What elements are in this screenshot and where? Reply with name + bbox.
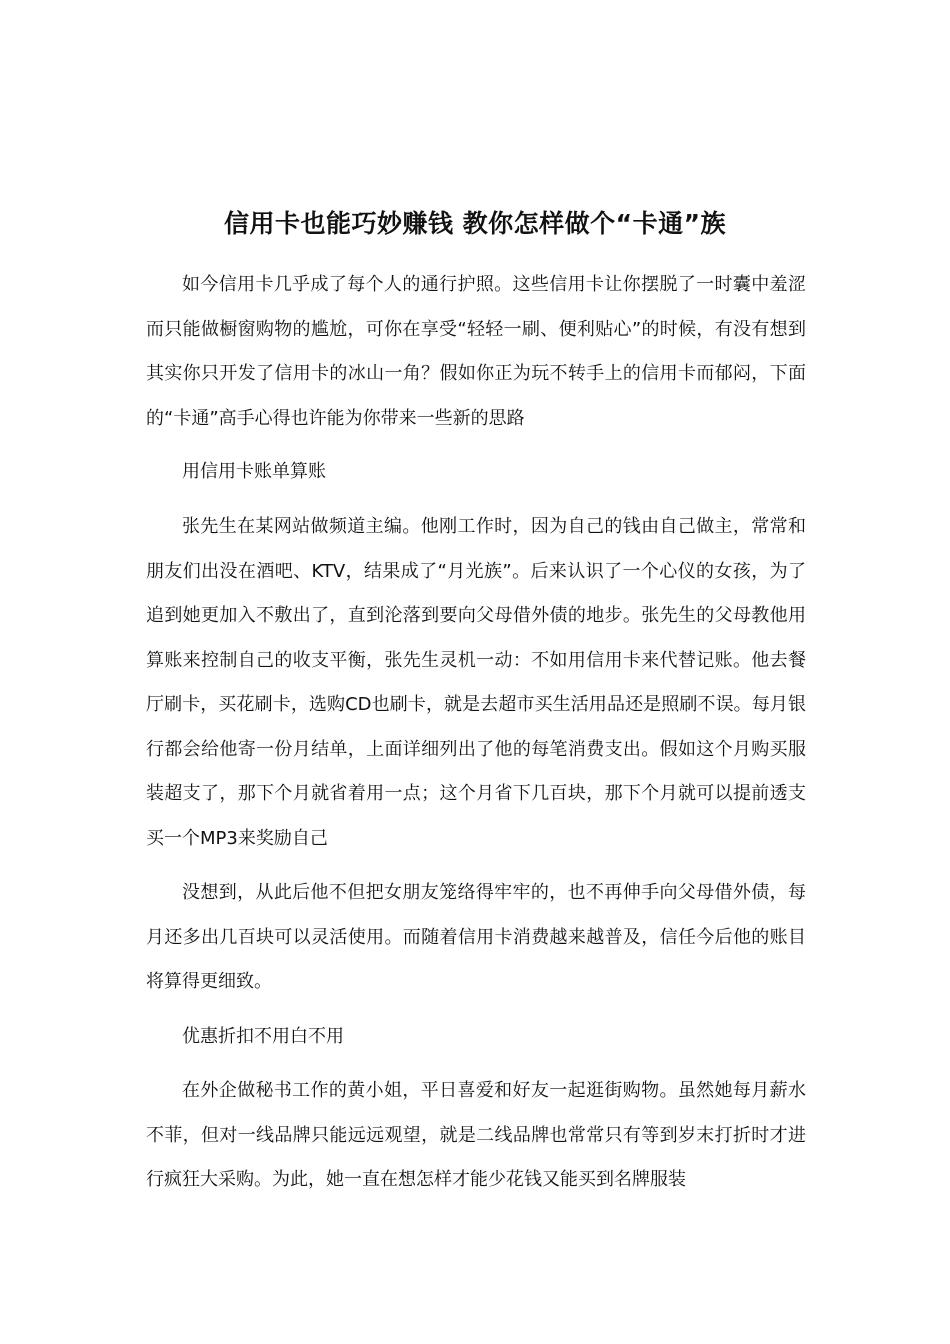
article-title: 信用卡也能巧妙赚钱 教你怎样做个“卡通”族 <box>223 209 727 238</box>
paragraph-zhang-story: 张先生在某网站做频道主编。他刚工作时，因为自己的钱由自己做主，常常和朋友们出没在酒吧、KTV，结果成了“月光族”。后来认识了一个心仪的女孩，为了追到她更加入不敷出了，直到沦落到要向父母借外债的地步。张先生的父母教他用算账来控制自己的收支平衡，张先生灵机一动：不如用信用卡来代替记账。他去餐厅刷卡，买花刷卡，选购CD也刷卡，就是去超市买生活用品还是照刷不误。每月银行都会给他寄一份月结单，上面详细列出了他的每笔消费支出。假如这个月购买服装超支了，那下个月就省着用一点；这个月省下几百块，那下个月就可以提前透支买一个MP3来奖励自己 <box>146 516 806 849</box>
paragraph-zhang-result: 没想到，从此后他不但把女朋友笼络得牢牢的，也不再伸手向父母借外债，每月还多出几百块可以灵活使用。而随着信用卡消费越来越普及，信任今后他的账目将算得更细致。 <box>146 882 806 992</box>
section-heading-discount: 优惠折扣不用白不用 <box>182 1026 344 1047</box>
section-heading-bill: 用信用卡账单算账 <box>182 461 326 482</box>
paragraph-intro: 如今信用卡几乎成了每个人的通行护照。这些信用卡让你摆脱了一时囊中羞涩而只能做橱窗购物的尴尬，可你在享受“轻轻一刷、便利贴心”的时候，有没有想到其实你只开发了信用卡的冰山一角？假如你正为玩不转手上的信用卡而郁闷，下面的“卡通”高手心得也许能为你带来一些新的思路 <box>146 274 806 429</box>
paragraph-huang-story: 在外企做秘书工作的黄小姐，平日喜爱和好友一起逛街购物。虽然她每月薪水不菲，但对一线品牌只能远远观望，就是二线品牌也常常只有等到岁末打折时才进行疯狂大采购。为此，她一直在想怎样才能少花钱又能买到名牌服装 <box>146 1080 806 1190</box>
